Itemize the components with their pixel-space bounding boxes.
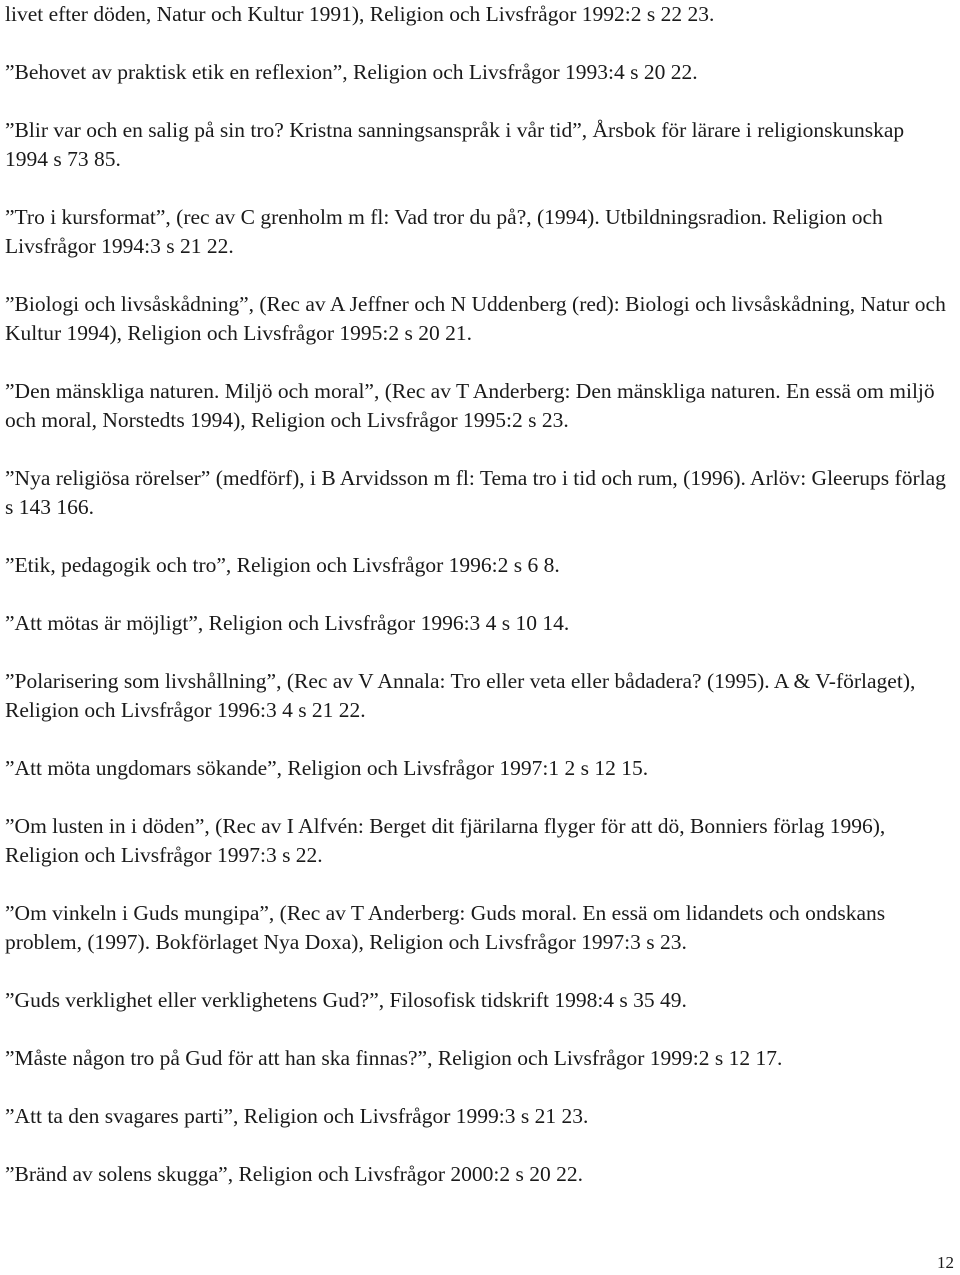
bibliography-entry: ”Att möta ungdomars sökande”, Religion och Livsfrågor 1997:1 2 s 12 15. <box>5 756 649 780</box>
bibliography-entry: ”Om vinkeln i Guds mungipa”, (Rec av T Anderberg: Guds moral. En essä om lidandets och ondskans problem, (1997). Bokförlaget Nya Doxa), Religion och Livsfrågor 1997:3 s 23. <box>5 901 886 954</box>
bibliography-entry: ”Guds verklighet eller verklighetens Gud?”, Filosofisk tidskrift 1998:4 s 35 49. <box>5 988 687 1012</box>
bibliography-entry: ”Etik, pedagogik och tro”, Religion och Livsfrågor 1996:2 s 6 8. <box>5 553 560 577</box>
bibliography-entry: ”Om lusten in i döden”, (Rec av I Alfvén: Berget dit fjärilarna flyger för att dö, Bonniers förlag 1996), Religion och Livsfrågor 1997:3 s 22. <box>5 814 886 867</box>
bibliography-entry: ”Biologi och livsåskådning”, (Rec av A Jeffner och N Uddenberg (red): Biologi och livsåskådning, Natur och Kultur 1994), Religion och Livsfrågor 1995:2 s 20 21. <box>5 292 946 345</box>
page-number: 12 <box>937 1253 954 1272</box>
bibliography-entry: ”Att mötas är möjligt”, Religion och Livsfrågor 1996:3 4 s 10 14. <box>5 611 570 635</box>
bibliography-entry: ”Måste någon tro på Gud för att han ska finnas?”, Religion och Livsfrågor 1999:2 s 12 17. <box>5 1046 783 1070</box>
bibliography-entry: ”Polarisering som livshållning”, (Rec av V Annala: Tro eller veta eller bådadera? (1995). A & V-förlaget), Religion och Livsfrågor 1996:3 4 s 21 22. <box>5 669 916 722</box>
bibliography-entry: ”Bränd av solens skugga”, Religion och Livsfrågor 2000:2 s 20 22. <box>5 1162 584 1186</box>
bibliography-entry: ”Att ta den svagares parti”, Religion och Livsfrågor 1999:3 s 21 23. <box>5 1104 589 1128</box>
bibliography-entry: ”Tro i kursformat”, (rec av C grenholm m fl: Vad tror du på?, (1994). Utbildningsradion. Religion och Livsfrågor 1994:3 s 21 22. <box>5 205 883 258</box>
bibliography-list <box>5 0 950 1218</box>
bibliography-entry: ”Behovet av praktisk etik en reflexion”, Religion och Livsfrågor 1993:4 s 20 22. <box>5 60 698 84</box>
bibliography-entry: ”Nya religiösa rörelser” (medförf), i B Arvidsson m fl: Tema tro i tid och rum, (1996). Arlöv: Gleerups förlag s 143 166. <box>5 466 946 519</box>
bibliography-entry: ”Den mänskliga naturen. Miljö och moral”, (Rec av T Anderberg: Den mänskliga naturen. En essä om miljö och moral, Norstedts 1994), Religion och Livsfrågor 1995:2 s 23. <box>5 379 935 432</box>
bibliography-entry: ”Blir var och en salig på sin tro? Kristna sanningsanspråk i vår tid”, Årsbok för lärare i religionskunskap 1994 s 73 85. <box>5 118 905 171</box>
bibliography-entry: livet efter döden, Natur och Kultur 1991), Religion och Livsfrågor 1992:2 s 22 23. <box>5 2 715 26</box>
